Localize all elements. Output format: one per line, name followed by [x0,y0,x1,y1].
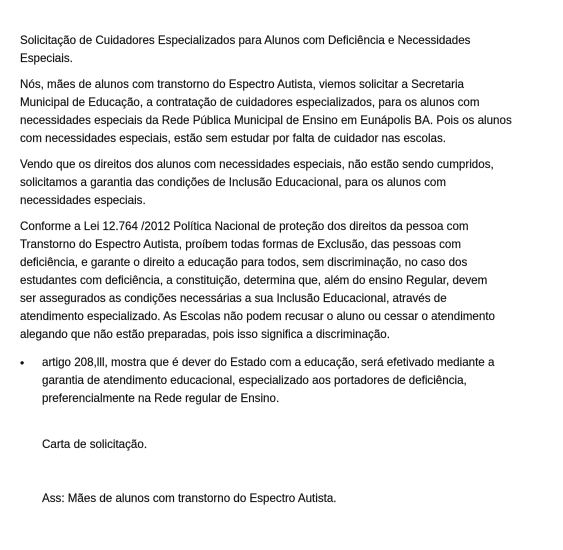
document-page [20,32,548,508]
signature-line: Ass: Mães de alunos com transtorno do Espectro Autista. [42,492,337,505]
paragraph-law: Conforme a Lei 12.764 /2012 Política Nacional de proteção dos direitos da pessoa com Transtorno do Espectro Autista, proíbem todas formas de Exclusão, das pessoas com deficiência, e garante o direito a educação para todos, sem discriminação, no caso dos estudantes com deficiência, a constituição, determina que, além do ensino Regular, devem ser assegurados as condições necessárias a sua Inclusão Educacional, através de atendimento especializado. As Escolas não podem recusar o aluno ou cessar o atendimento alegando que não estão preparadas, pois isso significa a discriminação. [20,220,495,341]
bullet-text: artigo 208,lll, mostra que é dever do Estado com a educação, será efetivado mediante a garantia de atendimento educacional, especializado aos portadores de deficiência, preferencialmente na Rede regular de Ensino. [42,356,495,405]
document-title: Solicitação de Cuidadores Especializados para Alunos com Deficiência e Necessidades Especiais. [20,34,471,65]
bullet-icon: • [20,356,25,370]
paragraph-rights: Vendo que os direitos dos alunos com necessidades especiais, não estão sendo cumpridos, solicitamos a garantia das condições de Inclusão Educacional, para os alunos com necessidades especiais. [20,158,494,207]
bullet-item-article [20,354,548,408]
request-line: Carta de solicitação. [42,438,148,451]
paragraph-request-intro: Nós, mães de alunos com transtorno do Espectro Autista, viemos solicitar a Secretaria Municipal de Educação, a contratação de cuidadores especializados, para os alunos com necessidades especiais da Rede Pública Municipal de Ensino em Eunápolis BA. Pois os alunos com necessidades especiais, estão sem estudar por falta de cuidador nas escolas. [20,78,512,145]
